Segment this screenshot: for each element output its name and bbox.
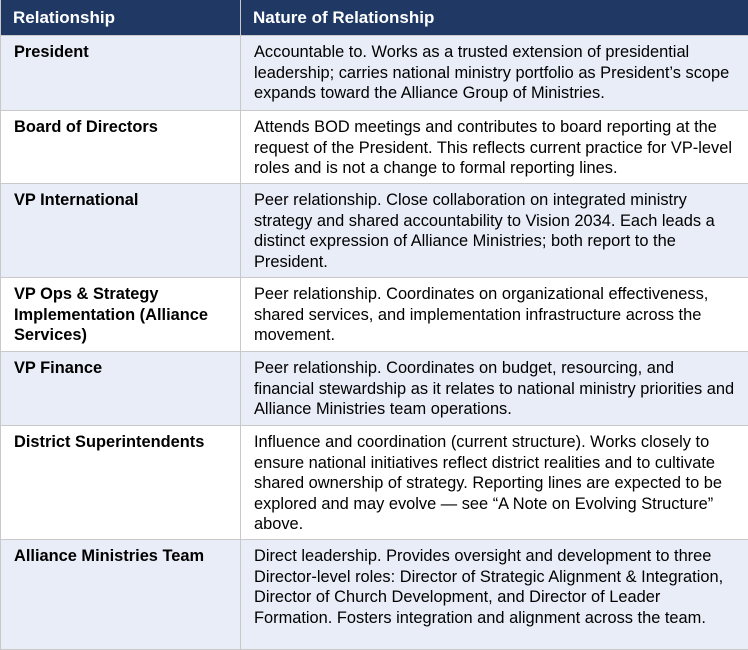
relationship-name: VP Ops & Strategy Implementation (Alliance Services) — [1, 278, 241, 352]
relationship-description: Peer relationship. Close collaboration on integrated ministry strategy and shared accountability to Vision 2034. Each leads a distinct expression of Alliance Ministries; both report to the President. — [241, 184, 748, 278]
relationship-description: Peer relationship. Coordinates on budget, resourcing, and financial stewardship as it relates to national ministry priorities and Alliance Ministries team operations. — [241, 352, 748, 426]
relationship-name: VP Finance — [1, 352, 241, 426]
header-row — [1, 0, 748, 36]
header-relationship: Relationship — [1, 0, 241, 36]
header-nature-of-relationship: Nature of Relationship — [241, 0, 748, 36]
relationship-name: President — [1, 36, 241, 111]
relationship-name: VP International — [1, 184, 241, 278]
relationship-name: District Superintendents — [1, 426, 241, 540]
table-row — [1, 352, 748, 426]
table-row — [1, 540, 748, 650]
relationship-description: Accountable to. Works as a trusted extension of presidential leadership; carries national ministry portfolio as President’s scope expands toward the Alliance Group of Ministries. — [241, 36, 748, 111]
table-body — [1, 36, 748, 650]
table-row — [1, 36, 748, 111]
table-row — [1, 278, 748, 352]
table-header — [1, 0, 748, 36]
relationship-description: Attends BOD meetings and contributes to board reporting at the request of the President. This reflects current practice for VP-level roles and is not a change to formal reporting lines. — [241, 111, 748, 184]
relationship-description: Direct leadership. Provides oversight and development to three Director-level roles: Director of Strategic Alignment & Integration, Director of Church Development, and Director of Leader Formation. Fosters integration and alignment across the team. — [241, 540, 748, 650]
table-row — [1, 426, 748, 540]
relationship-description: Peer relationship. Coordinates on organizational effectiveness, shared services, and implementation infrastructure across the movement. — [241, 278, 748, 352]
relationship-name: Board of Directors — [1, 111, 241, 184]
table-row — [1, 111, 748, 184]
relationship-name: Alliance Ministries Team — [1, 540, 241, 650]
table-row — [1, 184, 748, 278]
relationship-description: Influence and coordination (current structure). Works closely to ensure national initiatives reflect district realities and to cultivate shared ownership of strategy. Reporting lines are expected to be explored and may evolve — see “A Note on Evolving Structure” above. — [241, 426, 748, 540]
